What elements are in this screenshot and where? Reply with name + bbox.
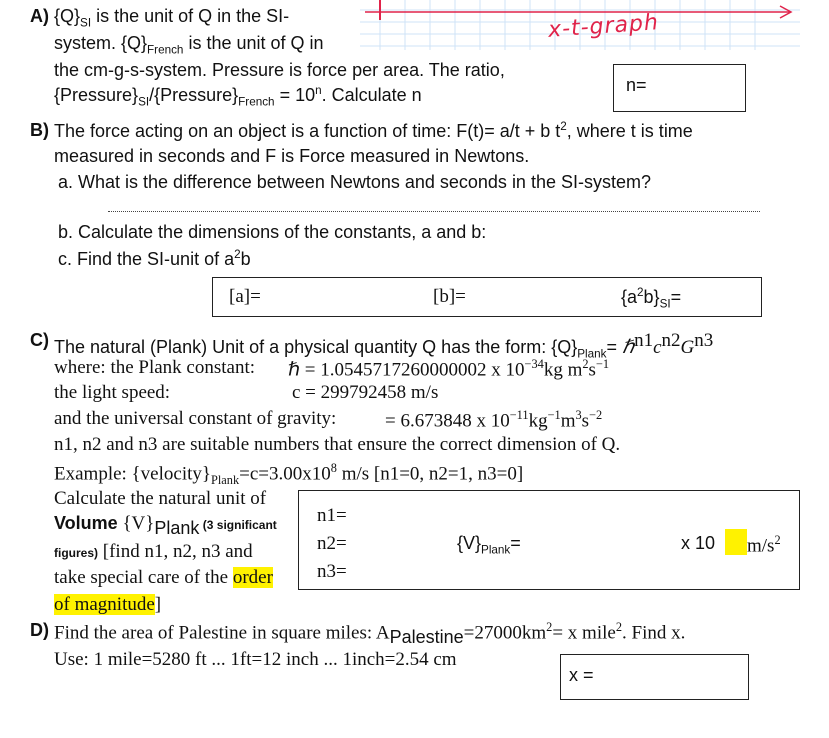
graph-annotation: x-t-graph: [547, 10, 660, 43]
part-a-line2: system. $\{Q\}_{French}$ is the unit of Q in: [54, 33, 324, 57]
answer-line-a[interactable]: [108, 211, 760, 212]
question-c: c. Find the SI-unit of $a^2b$: [58, 248, 251, 269]
part-a-label: A): [30, 6, 49, 26]
exponent-highlight-box[interactable]: [725, 529, 747, 555]
answer-label-b: [b]=: [433, 286, 466, 307]
n2-label: n2=: [317, 533, 347, 554]
answer-label-x: x =: [569, 665, 594, 685]
question-a: a. What is the difference between Newtons and seconds in the SI-system?: [58, 172, 651, 192]
question-b: b. Calculate the dimensions of the constants, a and b:: [58, 222, 487, 242]
gravity-label: and the universal constant of gravity:: [54, 408, 337, 429]
unit-label: $m/s^2$: [747, 533, 781, 557]
light-speed-value: c = 299792458 m/s: [292, 382, 439, 403]
answer-label-a2b: $\{a^2b\}_{SI}=$: [621, 286, 682, 311]
part-b-label: B): [30, 120, 49, 140]
part-d-label: D): [30, 620, 49, 640]
n-values-line: n1, n2 and n3 are suitable numbers that ensure the correct dimension of Q.: [54, 434, 621, 455]
answer-box-volume[interactable]: [298, 490, 800, 590]
plank-constant-label: where: the Plank constant:: [54, 357, 256, 378]
take-care-line: take special care of the order: [54, 567, 273, 588]
part-c-line1: The natural (Plank) Unit of a physical quantity Q has the form: $\{Q\}_{Plank}=$ $\hbar^{n1}c^{n2}G^{n3}$: [54, 330, 714, 361]
part-a-line1: $\{Q\}_{SI}$ is the unit of Q in the SI-: [54, 6, 290, 30]
part-a-line4: $\{Pressure\}_{SI}/\{Pressure\}_{French} = 10^n$. Calculate n: [54, 84, 422, 109]
n1-label: n1=: [317, 505, 347, 526]
part-b-line2: measured in seconds and F is Force measured in Newtons.: [54, 146, 530, 166]
answer-box-x[interactable]: [560, 654, 749, 700]
answer-label-n: n=: [626, 75, 647, 95]
magnitude-line: of magnitude]: [54, 594, 162, 615]
part-d-line1: Find the area of Palestine in square miles: $A_{Palestine}=27000km^2= x$ mile$^2$. Find x.: [54, 620, 686, 648]
light-speed-label: the light speed:: [54, 382, 171, 403]
figures-line: figures) [find n1, n2, n3 and: [54, 541, 253, 562]
example-line: Example: $\{velocity\}_{Plank}=c=3.00x10^8$ m/s [n1=0, n2=1, n3=0]: [54, 461, 524, 488]
volume-line: Volume $\{V\}_{Plank}$ (3 significant: [54, 513, 277, 538]
answer-label-a: [a]=: [229, 286, 261, 307]
part-b-line1: The force acting on an object is a function of time: F(t)= a/t + b $t^2$, where t is time: [54, 120, 693, 141]
gravity-value: = 6.673848 x $10^{-11}kg^{-1}m^3s^{-2}$: [385, 408, 603, 432]
answer-box-n[interactable]: [613, 64, 746, 112]
part-a-line3: the cm-g-s-system. Pressure is force per area. The ratio,: [54, 60, 505, 80]
answer-box-ab[interactable]: [212, 277, 762, 317]
part-d-line2: Use: 1 mile=5280 ft ... 1ft=12 inch ... 1inch=2.54 cm: [54, 649, 457, 670]
v-plank-label: $\{V\}_{Plank}=$: [457, 533, 521, 557]
calc-line1: Calculate the natural unit of: [54, 488, 267, 509]
n3-label: n3=: [317, 561, 347, 582]
plank-constant-value: ℏ = 1.0545717260000002 x $10^{-34}kg$ $m^2s^{-1}$: [288, 357, 610, 381]
part-c-label: C): [30, 330, 49, 350]
x10-label: x 10: [681, 533, 716, 553]
